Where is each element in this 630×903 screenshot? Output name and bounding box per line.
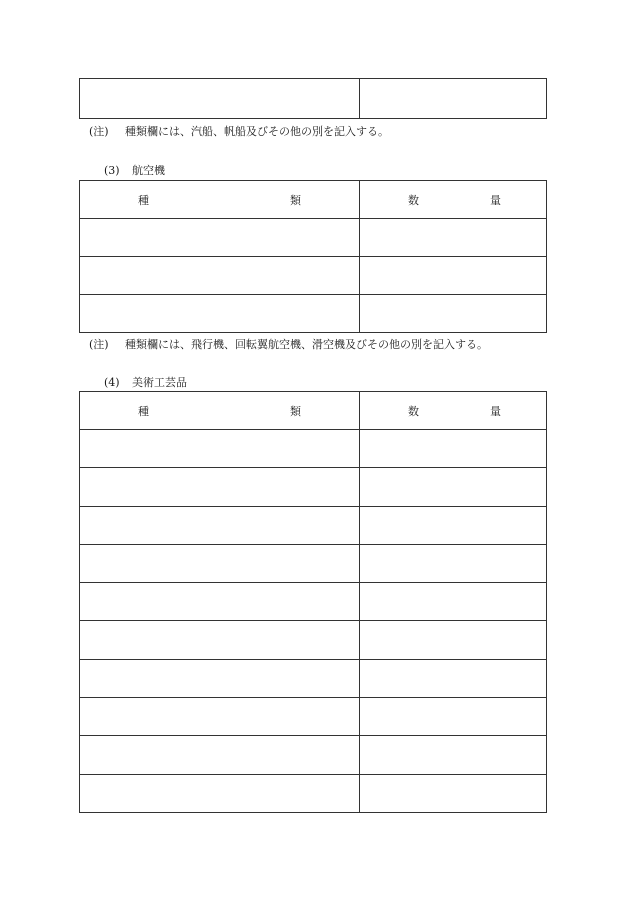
table-row: [80, 506, 547, 544]
art-crafts-table: [79, 391, 547, 813]
section-number: (3): [104, 164, 120, 177]
quantity-cell[interactable]: [360, 736, 547, 774]
type-cell[interactable]: [80, 430, 360, 468]
aircraft-table: [79, 180, 547, 333]
table-row: [80, 430, 547, 468]
table-header-row: [80, 181, 547, 219]
table-row: [80, 295, 547, 333]
type-cell[interactable]: [80, 468, 360, 506]
quantity-cell[interactable]: [360, 79, 547, 119]
header-type-char-1: 種: [138, 194, 149, 207]
table-header-row: [80, 392, 547, 430]
table-row: [80, 544, 547, 582]
section-number: (4): [104, 376, 120, 389]
header-type-char-1: 種: [138, 405, 149, 418]
note-marker: (注): [89, 125, 109, 138]
quantity-cell[interactable]: [360, 621, 547, 659]
type-cell[interactable]: [80, 79, 360, 119]
type-cell[interactable]: [80, 659, 360, 697]
section-heading-art-crafts: [104, 374, 187, 390]
header-type-char-2: 類: [290, 405, 301, 418]
note-vessel-types: [89, 123, 389, 139]
header-quantity-char-2: 量: [490, 194, 501, 207]
section-title: 美術工芸品: [132, 376, 187, 389]
quantity-cell[interactable]: [360, 468, 547, 506]
quantity-cell[interactable]: [360, 698, 547, 736]
quantity-cell[interactable]: [360, 774, 547, 812]
type-cell[interactable]: [80, 621, 360, 659]
header-quantity: [360, 181, 547, 219]
table-row: [80, 79, 547, 119]
type-cell[interactable]: [80, 774, 360, 812]
table-row: [80, 219, 547, 257]
type-cell[interactable]: [80, 698, 360, 736]
table-row: [80, 659, 547, 697]
type-cell[interactable]: [80, 257, 360, 295]
table-row: [80, 621, 547, 659]
quantity-cell[interactable]: [360, 506, 547, 544]
quantity-cell[interactable]: [360, 430, 547, 468]
note-aircraft-types: [89, 336, 488, 352]
type-cell[interactable]: [80, 506, 360, 544]
quantity-cell[interactable]: [360, 295, 547, 333]
type-cell[interactable]: [80, 736, 360, 774]
note-text: 種類欄には、汽船、帆船及びその他の別を記入する。: [125, 125, 389, 138]
type-cell[interactable]: [80, 219, 360, 257]
table-row: [80, 583, 547, 621]
header-quantity: [360, 392, 547, 430]
section-heading-aircraft: [104, 162, 165, 178]
quantity-cell[interactable]: [360, 659, 547, 697]
header-type: [80, 181, 360, 219]
quantity-cell[interactable]: [360, 219, 547, 257]
quantity-cell[interactable]: [360, 583, 547, 621]
header-quantity-char-1: 数: [408, 405, 419, 418]
table-row: [80, 468, 547, 506]
type-cell[interactable]: [80, 583, 360, 621]
type-cell[interactable]: [80, 295, 360, 333]
note-marker: (注): [89, 338, 109, 351]
vessel-table-continuation: [79, 78, 547, 119]
header-type-char-2: 類: [290, 194, 301, 207]
table-row: [80, 736, 547, 774]
section-title: 航空機: [132, 164, 165, 177]
note-text: 種類欄には、飛行機、回転翼航空機、滑空機及びその他の別を記入する。: [125, 338, 488, 351]
type-cell[interactable]: [80, 544, 360, 582]
header-quantity-char-1: 数: [408, 194, 419, 207]
table-row: [80, 774, 547, 812]
table-row: [80, 698, 547, 736]
header-type: [80, 392, 360, 430]
quantity-cell[interactable]: [360, 257, 547, 295]
table-row: [80, 257, 547, 295]
header-quantity-char-2: 量: [490, 405, 501, 418]
quantity-cell[interactable]: [360, 544, 547, 582]
